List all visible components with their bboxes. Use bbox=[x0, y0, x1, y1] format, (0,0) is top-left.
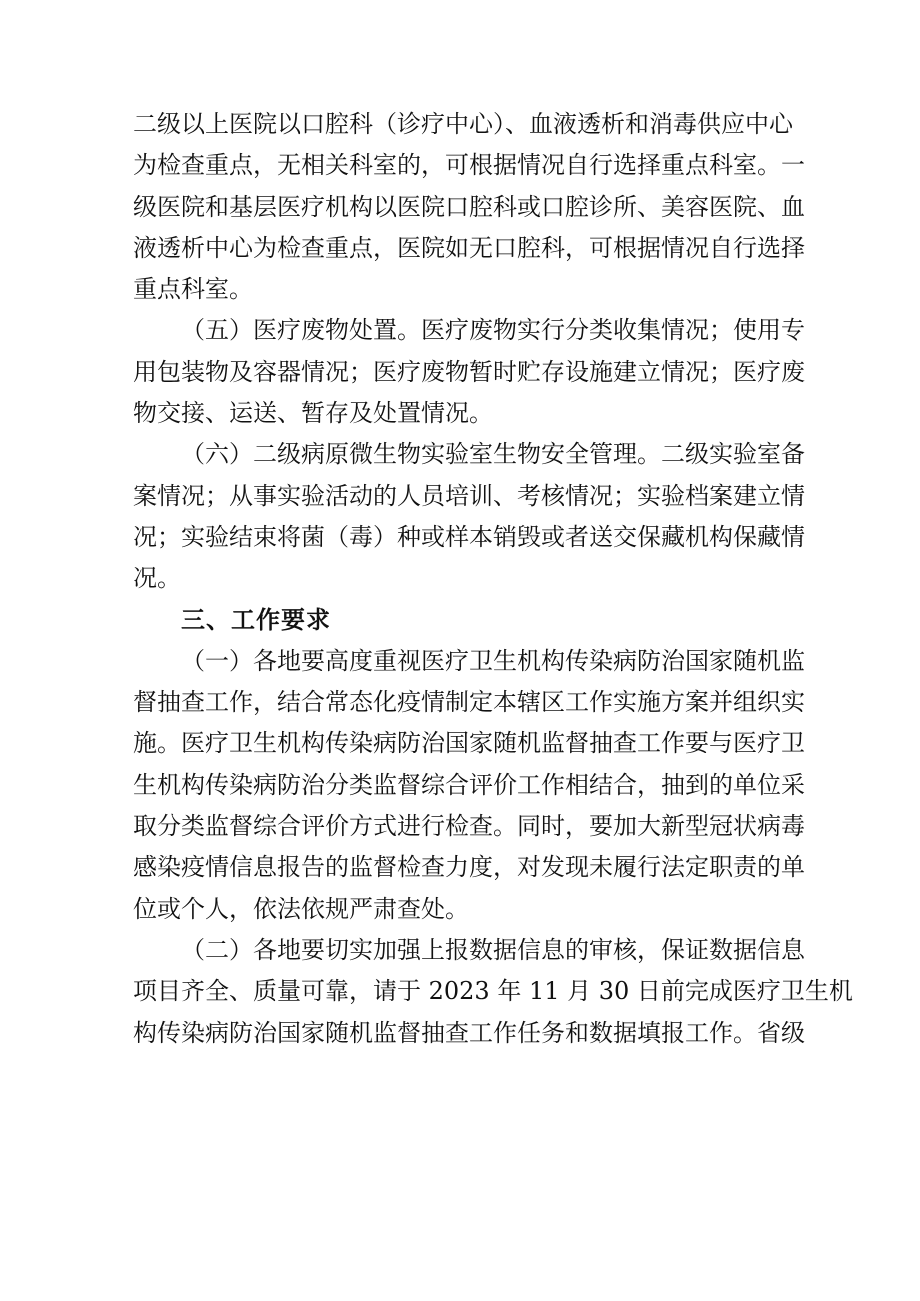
text-line: 况；实验结束将菌（毒）种或样本销毁或者送交保藏机构保藏情 bbox=[133, 522, 805, 551]
text-line: 生机构传染病防治分类监督综合评价工作相结合，抽到的单位采 bbox=[133, 770, 805, 799]
text-line: 为检查重点，无相关科室的，可根据情况自行选择重点科室。一 bbox=[133, 151, 805, 180]
text-line: 取分类监督综合评价方式进行检查。同时，要加大新型冠状病毒 bbox=[133, 812, 805, 841]
paragraph-first-line: （一）各地要高度重视医疗卫生机构传染病防治国家随机监 bbox=[181, 646, 805, 675]
text-line: 督抽查工作，结合常态化疫情制定本辖区工作实施方案并组织实 bbox=[133, 688, 805, 717]
text-line: 物交接、运送、暂存及处置情况。 bbox=[133, 399, 493, 428]
text-line: 项目齐全、质量可靠，请于 2023 年 11 月 30 日前完成医疗卫生机 bbox=[133, 977, 853, 1006]
text-line: 感染疫情信息报告的监督检查力度，对发现未履行法定职责的单 bbox=[133, 853, 805, 882]
text-line: 二级以上医院以口腔科（诊疗中心）、血液透析和消毒供应中心 bbox=[133, 110, 793, 138]
section-heading: 三、工作要求 bbox=[181, 605, 331, 634]
paragraph-first-line: （五）医疗废物处置。医疗废物实行分类收集情况；使用专 bbox=[181, 316, 805, 345]
text-line: 构传染病防治国家随机监督抽查工作任务和数据填报工作。省级 bbox=[133, 1018, 805, 1047]
text-line: 位或个人，依法依规严肃查处。 bbox=[133, 894, 469, 923]
text-line: 案情况；从事实验活动的人员培训、考核情况；实验档案建立情 bbox=[133, 481, 805, 510]
text-line: 用包装物及容器情况；医疗废物暂时贮存设施建立情况；医疗废 bbox=[133, 357, 805, 386]
text-line: 液透析中心为检查重点，医院如无口腔科，可根据情况自行选择 bbox=[133, 233, 805, 262]
paragraph-first-line: （二）各地要切实加强上报数据信息的审核，保证数据信息 bbox=[181, 935, 805, 964]
paragraph-first-line: （六）二级病原微生物实验室生物安全管理。二级实验室备 bbox=[181, 440, 805, 469]
text-line: 施。医疗卫生机构传染病防治国家随机监督抽查工作要与医疗卫 bbox=[133, 729, 805, 758]
text-line: 级医院和基层医疗机构以医院口腔科或口腔诊所、美容医院、血 bbox=[133, 192, 805, 221]
document-body bbox=[133, 104, 853, 1054]
text-line: 重点科室。 bbox=[133, 275, 253, 304]
text-line: 况。 bbox=[133, 564, 181, 593]
